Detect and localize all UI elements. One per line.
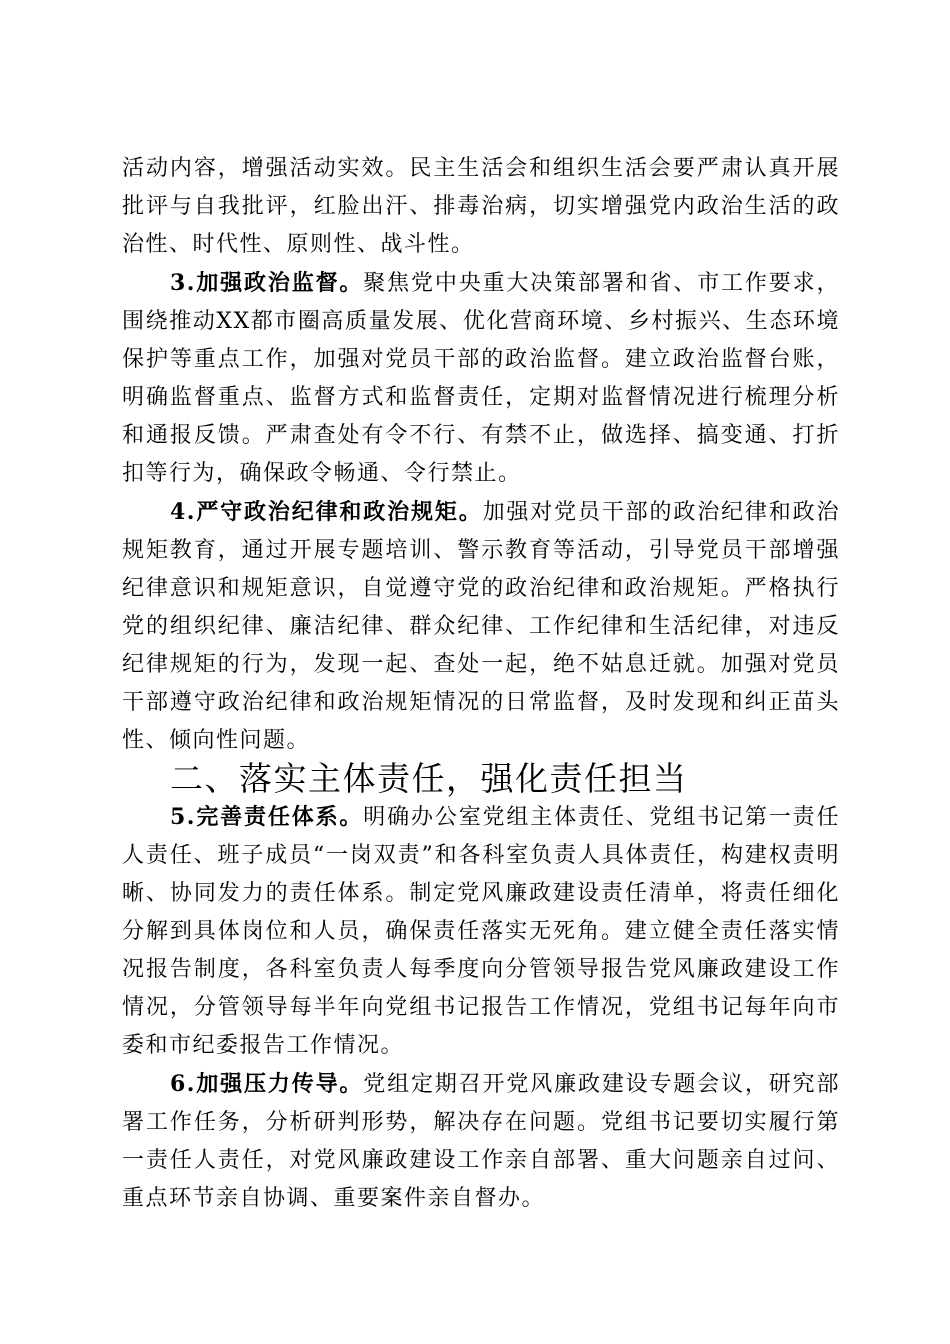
- document-page: [122, 150, 840, 1218]
- section-5-paragraph: [122, 798, 840, 1065]
- continued-paragraph: [122, 150, 840, 264]
- section-5-text: 明确办公室党组主体责任、党组书记第一责任人责任、班子成员“一岗双责”和各科室负责人具体责任，构建权责明晰、协同发力的责任体系。制定党风廉政建设责任清单，将责任细化分解到具体岗位和人员，确保责任落实无死角。建立健全责任落实情况报告制度，各科室负责人每季度向分管领导报告党风廉政建设工作情况，分管领导每半年向党组书记报告工作情况，党组书记每年向市委和市纪委报告工作情况。: [122, 805, 840, 1058]
- section-3-text: 聚焦党中央重大决策部署和省、市工作要求，围绕推动XX都市圈高质量发展、优化营商环境、乡村振兴、生态环境保护等重点工作，加强对党员干部的政治监督。建立政治监督台账，明确监督重点、监督方式和监督责任，定期对监督情况进行梳理分析和通报反馈。严肃查处有令不行、有禁不止，做选择、搞变通、打折扣等行为，确保政令畅通、令行禁止。: [122, 271, 840, 486]
- section-3-paragraph: [122, 264, 840, 493]
- paragraph-text: 活动内容，增强活动实效。民主生活会和组织生活会要严肃认真开展批评与自我批评，红脸出汗、排毒治病，切实增强党内政治生活的政治性、时代性、原则性、战斗性。: [122, 156, 840, 257]
- section-6-paragraph: [122, 1065, 840, 1218]
- section-4-paragraph: [122, 493, 840, 760]
- section-6-title: 6.加强压力传导。: [170, 1071, 364, 1097]
- chapter-2-heading: 二、落实主体责任，强化责任担当: [170, 759, 688, 798]
- section-4-text: 加强对党员干部的政治纪律和政治规矩教育，通过开展专题培训、警示教育等活动，引导党员干部增强纪律意识和规矩意识，自觉遵守党的政治纪律和政治规矩。严格执行党的组织纪律、廉洁纪律、群众纪律、工作纪律和生活纪律，对违反纪律规矩的行为，发现一起、查处一起，绝不姑息迁就。加强对党员干部遵守政治纪律和政治规矩情况的日常监督，及时发现和纠正苗头性、倾向性问题。: [122, 500, 840, 753]
- section-4-title: 4.严守政治纪律和政治规矩。: [170, 499, 483, 525]
- section-6-text: 党组定期召开党风廉政建设专题会议，研究部署工作任务，分析研判形势，解决存在问题。党组书记要切实履行第一责任人责任，对党风廉政建设工作亲自部署、重大问题亲自过问、重点环节亲自协调、重要案件亲自督办。: [122, 1072, 840, 1211]
- section-5-title: 5.完善责任体系。: [170, 804, 364, 830]
- section-3-title: 3.加强政治监督。: [170, 270, 364, 296]
